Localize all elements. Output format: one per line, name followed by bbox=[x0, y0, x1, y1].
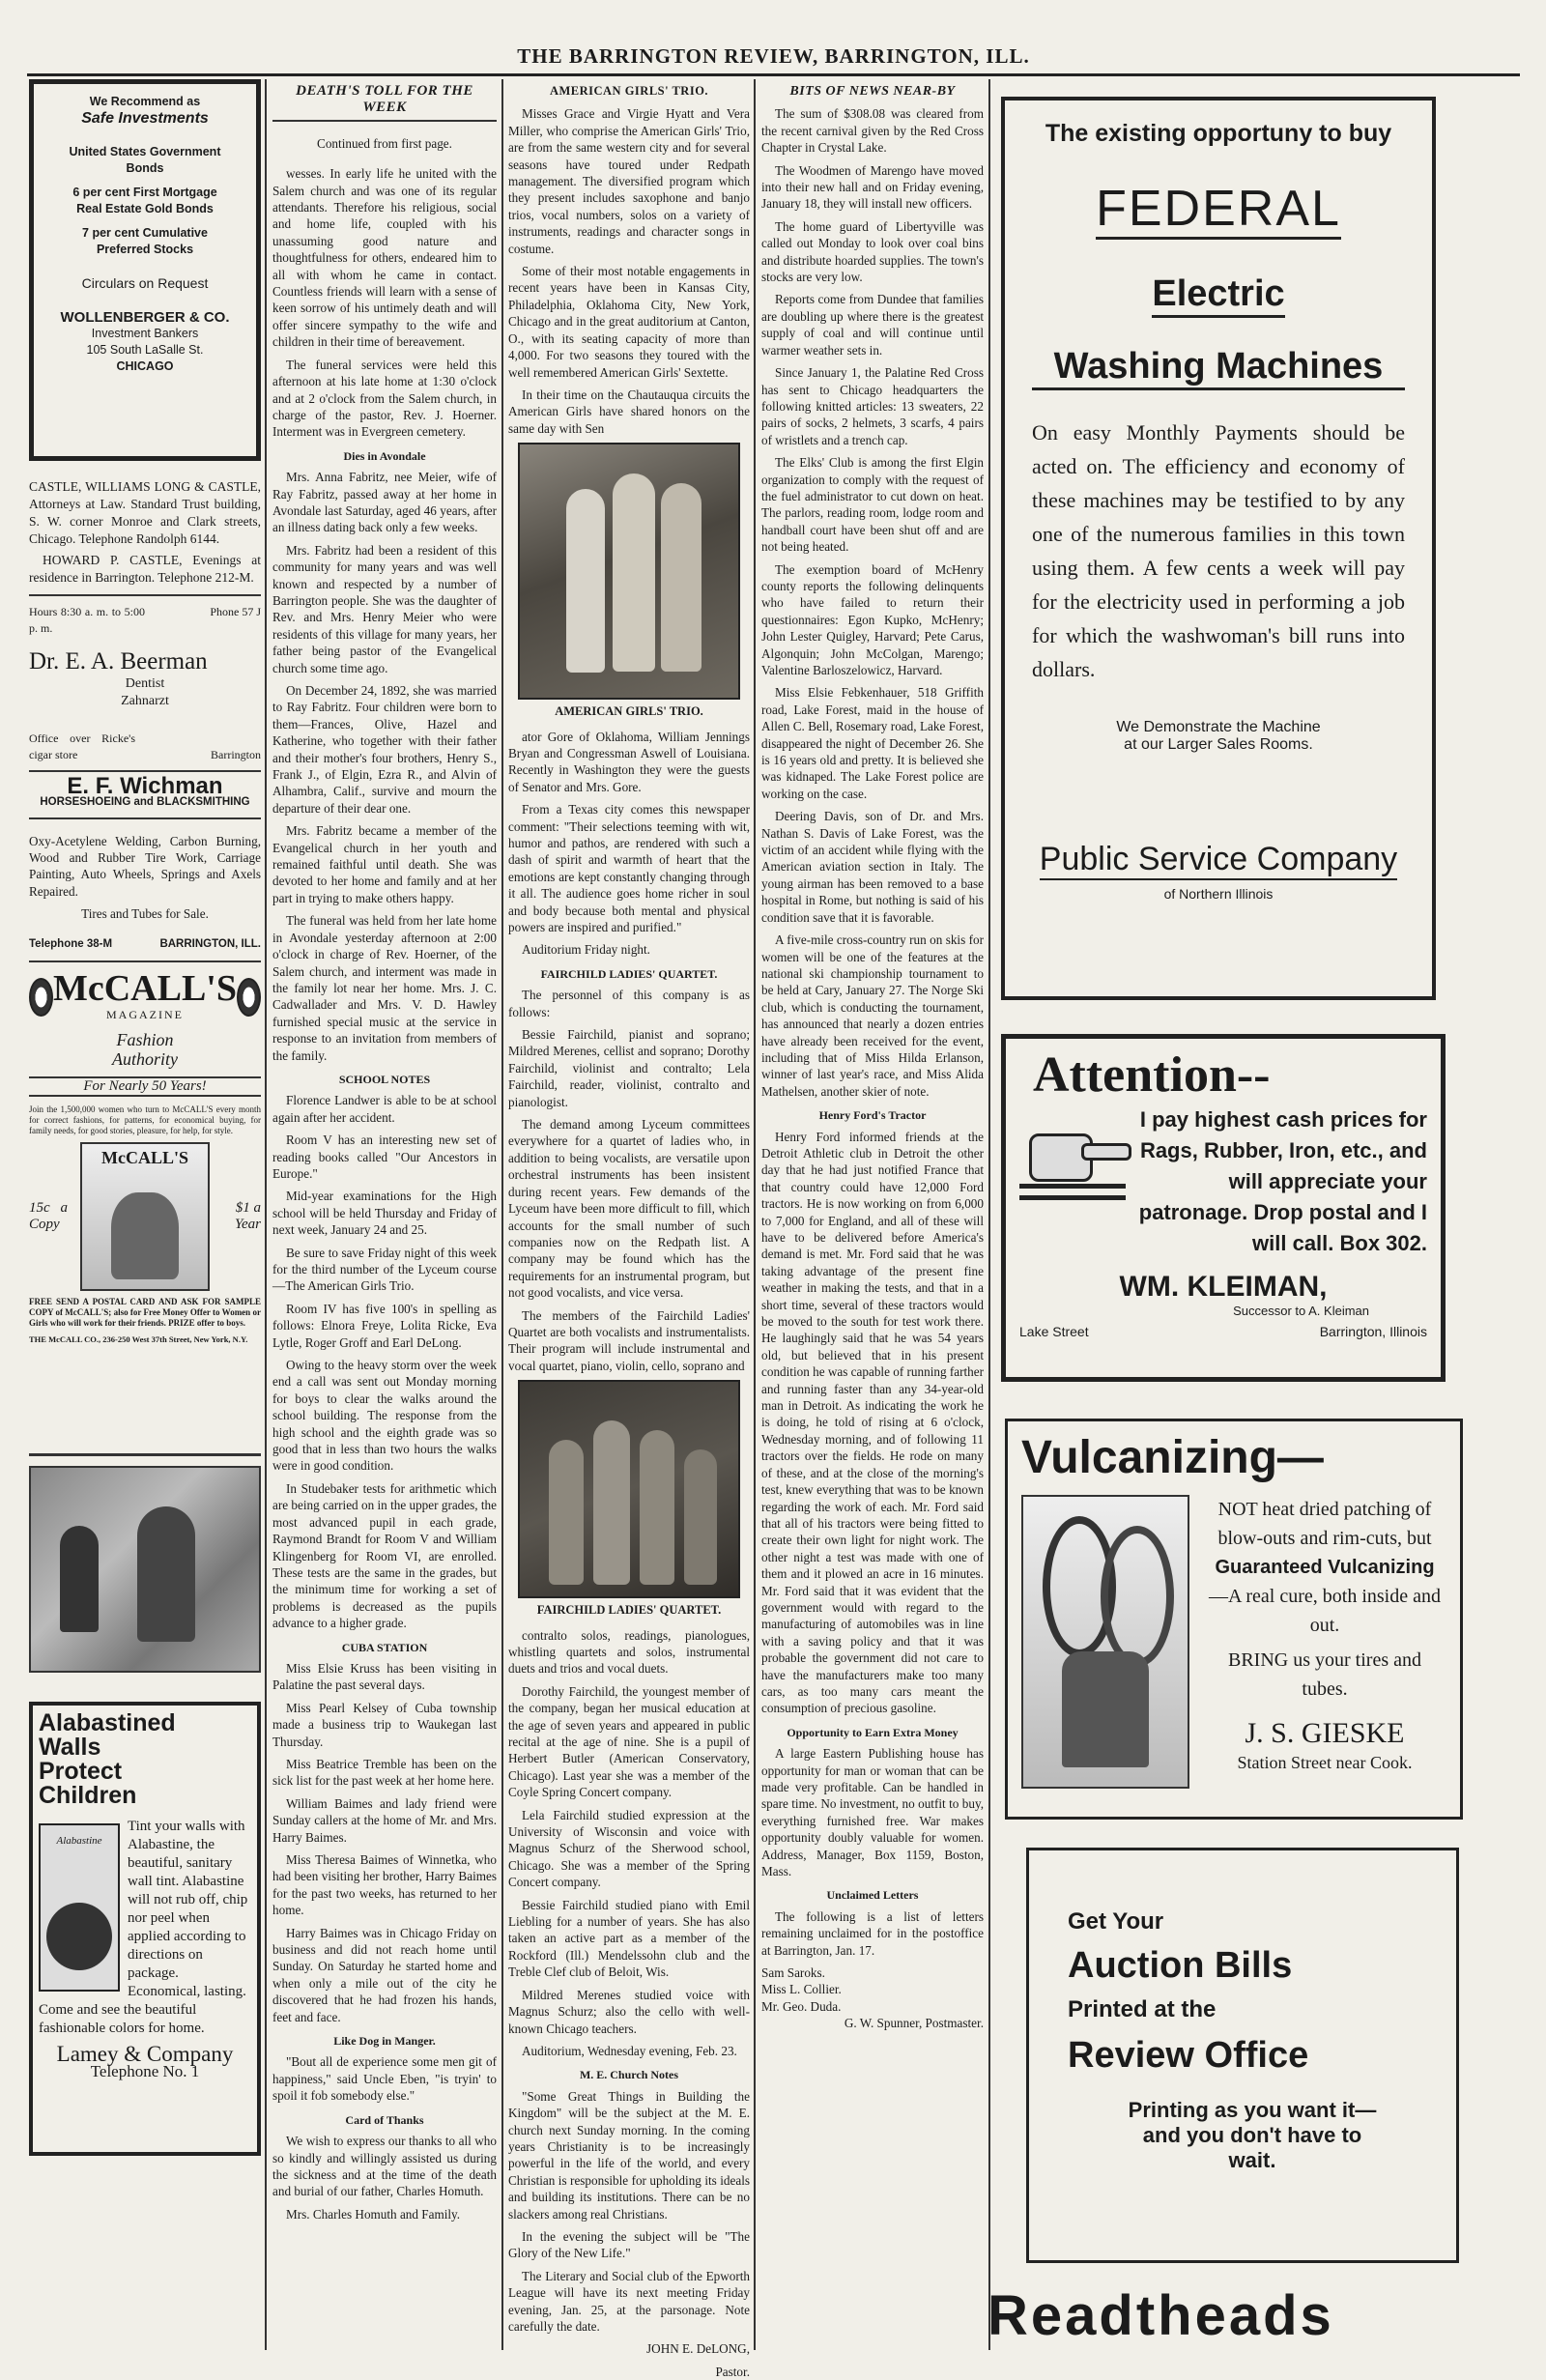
federal-demo: at our Larger Sales Rooms. bbox=[1124, 736, 1313, 753]
wichman-name: E. F. Wichman bbox=[67, 772, 223, 799]
castle-extra: HOWARD P. CASTLE, Evenings at residence in Barrington. Telephone 212-M. bbox=[29, 553, 261, 585]
section-heading: BITS OF NEWS NEAR-BY bbox=[789, 84, 956, 99]
ad-line: We Recommend as bbox=[89, 95, 201, 108]
kleiman-successor: Successor to A. Kleiman bbox=[1233, 1304, 1369, 1318]
public-service-company: Public Service Company bbox=[1040, 841, 1397, 880]
child-figure bbox=[137, 1506, 195, 1642]
photo-caption: FAIRCHILD LADIES' QUARTET. bbox=[536, 1603, 722, 1618]
child-figure bbox=[60, 1526, 99, 1632]
article-paragraph: Auditorium, Wednesday evening, Feb. 23. bbox=[522, 2043, 737, 2058]
cover-title: McCALL'S bbox=[101, 1147, 188, 1167]
mccalls-price-copy: 15c a Copy bbox=[29, 1199, 68, 1232]
federal-body: On easy Monthly Payments should be acted on. The efficiency and economy of these machines may be testified to by any one of the numerous families in this town using them. A few cents a week will pay for the electricity used in performing a job for which the washwoman's bill runs into dollars. bbox=[1032, 420, 1405, 681]
attention-ad bbox=[1001, 1034, 1446, 1382]
subheading: M. E. Church Notes bbox=[579, 2068, 679, 2082]
kleiman-town: Barrington, Illinois bbox=[1319, 1324, 1427, 1339]
cover-figure bbox=[111, 1192, 179, 1279]
article-paragraph: The exemption board of McHenry county reports the following delinquents who have failed to return their questionnaires: Egon Kupko, McHenry; John Lester Quigley, Harvard; Pete Carus, Algonquin; John McColgan, Marengo; Valentine Barloszelowicz, Harvard. bbox=[761, 561, 984, 677]
signature: Pastor. bbox=[715, 2364, 750, 2379]
auction-line: wait. bbox=[1228, 2148, 1276, 2172]
ad-line: Bonds bbox=[126, 161, 164, 175]
wichman-card bbox=[29, 772, 261, 962]
investment-ad bbox=[29, 79, 261, 461]
ad-line: CHICAGO bbox=[116, 359, 174, 373]
article-paragraph: Bessie Fairchild studied piano with Emil Liebling for a number of years. She has also taken an active part as a member of the Rockford (Ill.) Mendelssohn club and the Treble Clef club of Beloit, Wis. bbox=[508, 1897, 750, 1980]
subheading: FAIRCHILD LADIES' QUARTET. bbox=[540, 966, 718, 981]
castle-card bbox=[29, 478, 261, 596]
auction-line: Printed at the bbox=[1068, 1996, 1217, 2022]
trio-photo bbox=[518, 443, 740, 700]
subheading: Henry Ford's Tractor bbox=[818, 1108, 927, 1123]
kleiman-street: Lake Street bbox=[1019, 1324, 1089, 1339]
lamey-phone: Telephone No. 1 bbox=[90, 2061, 200, 2080]
federal-brand: FEDERAL bbox=[1096, 181, 1341, 240]
mccalls-tag: For Nearly 50 Years! bbox=[29, 1076, 261, 1097]
town: Barrington bbox=[211, 748, 261, 762]
ad-line: United States Government bbox=[69, 145, 221, 158]
article-paragraph: The demand among Lyceum committees everywhere for a quartet of ladies who, in addition to being vocalists, are versatile upon orchestral instruments has been insistent during recent years. Few demands of the Lyceum have been more difficult to fill, which accounts for the small number of such companies now on the Redpath list. A company may be found which has the requirements for an instrumental program, but not good vocalists, and vice versa. bbox=[508, 1117, 750, 1301]
subheading: Like Dog in Manger. bbox=[333, 2034, 436, 2049]
mccalls-price-year: $1 a Year bbox=[235, 1199, 261, 1232]
office-hours: Hours 8:30 a. m. to 5:00 p. m. bbox=[29, 605, 145, 636]
auction-line: Auction Bills bbox=[1068, 1945, 1293, 1986]
pointing-hand-icon bbox=[1019, 1114, 1135, 1211]
article-paragraph: The funeral was held from her late home in Avondale yesterday afternoon at 2:00 o'clock in charge of Rev. Hoerner, of the Salem church, and interment was made in the family lot near her home. Mrs. J. C. Cadwallader and Mrs. V. D. Hawley furnished special music at the service in response to an invitation from members of the family. bbox=[272, 913, 497, 1063]
office-location: Office over Ricke's cigar store bbox=[29, 731, 135, 762]
performer-figure bbox=[640, 1430, 674, 1585]
article-paragraph: "Bout all de experience some men git of happiness," said Uncle Eben, "is tryin' to spoil it fob somebody else." bbox=[272, 2054, 497, 2104]
wichman-body: Oxy-Acetylene Welding, Carbon Burning, Wood and Rubber Tire Work, Carriage Painting, Auto Wheels, Springs and Axels Repaired. bbox=[29, 833, 261, 899]
company-region: of Northern Illinois bbox=[1163, 886, 1274, 902]
quartet-photo bbox=[518, 1380, 740, 1598]
tube-icon bbox=[1101, 1526, 1174, 1667]
article-paragraph: Room IV has five 100's in spelling as follows: Elnora Freye, Lolita Ricke, Eva Lytle, Roger Groff and Earl DeLong. bbox=[272, 1301, 497, 1350]
subheading: Unclaimed Letters bbox=[826, 1888, 919, 1903]
article-paragraph: Miss Theresa Baimes of Winnetka, who had been visiting her brother, Harry Baimes for the past two weeks, has returned to her home. bbox=[272, 1852, 497, 1918]
alabastine-body: Tint your walls with Alabastine, the beautiful, sanitary wall tint. Alabastine will not rub off, chip nor peel when applied according to directions on package. Economical, lasting. Come and see the beautiful fashionable colors for home. bbox=[39, 1819, 248, 2037]
performer-figure bbox=[661, 483, 701, 672]
vulcanizer-icon bbox=[1062, 1651, 1149, 1767]
ad-line: 105 South LaSalle St. bbox=[86, 343, 204, 357]
article-paragraph: William Baimes and lady friend were Sunday callers at the home of Mr. and Mrs. Harry Baimes. bbox=[272, 1795, 497, 1845]
article-paragraph: In the evening the subject will be "The Glory of the New Life." bbox=[508, 2228, 750, 2261]
column-rule bbox=[988, 79, 990, 2350]
subheading: Card of Thanks bbox=[345, 2112, 424, 2127]
performer-figure bbox=[566, 489, 605, 673]
mccalls-seal-icon bbox=[237, 978, 261, 1017]
dentist-title: Dentist bbox=[125, 676, 165, 692]
phone: Phone 57 J bbox=[210, 605, 261, 618]
column-rule bbox=[754, 79, 756, 2350]
wichman-tires: Tires and Tubes for Sale. bbox=[81, 906, 209, 922]
attention-title: Attention-- bbox=[1033, 1047, 1271, 1103]
column-rule bbox=[501, 79, 503, 2350]
letter-recipient: Mr. Geo. Duda. bbox=[761, 1998, 842, 2014]
ad-line: Preferred Stocks bbox=[96, 243, 194, 256]
article-paragraph: Bessie Fairchild, pianist and soprano; Mildred Merenes, cellist and soprano; Dorothy Fairchild, violinist and contralto; Lela Fairchild, reader, violinist, contralto and pianologist. bbox=[508, 1027, 750, 1109]
article-paragraph: The Literary and Social club of the Epworth League will have its next meeting Friday evening, Jan. 25, at the parsonage. Note carefully the date. bbox=[508, 2268, 750, 2334]
section-heading: DEATH'S TOLL FOR THE WEEK bbox=[272, 83, 497, 122]
signature: Mrs. Charles Homuth and Family. bbox=[286, 2206, 461, 2222]
article-paragraph: The Elks' Club is among the first Elgin organization to comply with the request of the fuel administrator to cut down on heat. The parlors, reading room, lodge room and handball court have been shut off and are not being heated. bbox=[761, 455, 984, 555]
subheading: Opportunity to Earn Extra Money bbox=[787, 1725, 959, 1739]
auction-line: Get Your bbox=[1068, 1908, 1164, 1935]
federal-washing-machines: Washing Machines bbox=[1032, 345, 1405, 390]
wichman-phone: Telephone 38-M bbox=[29, 937, 113, 950]
article-paragraph: Some of their most notable engagements in recent years have been in Kansas City, Philadelphia, Oklahoma City, New York, Chicago and in the great auditorium at Canton, O., with its seating capacity of more than 4,000. For two seasons they toured with the well remembered American Girls' Sextette. bbox=[508, 264, 750, 380]
mccalls-seal-icon bbox=[29, 978, 53, 1017]
auction-line: Printing as you want it— bbox=[1128, 2098, 1377, 2122]
article-paragraph: Lela Fairchild studied expression at the University of Wisconsin and voice with Magnus Schurz of the Sherwood school, Chicago. She was a member of the Spring Concert company. bbox=[508, 1807, 750, 1890]
gieske-name: J. S. GIESKE bbox=[1245, 1717, 1405, 1749]
vulcanizing-body: NOT heat dried patching of blow-outs and rim-cuts, but bbox=[1217, 1499, 1432, 1549]
alabastine-head: Walls bbox=[39, 1734, 101, 1762]
continued-note: Continued from first page. bbox=[317, 135, 452, 151]
auction-line: and you don't have to bbox=[1142, 2123, 1362, 2147]
alabastine-ad bbox=[29, 1702, 261, 2156]
article-paragraph: Mildred Merenes studied voice with Magnus Schurz; also the cello with well-known Chicago teachers. bbox=[508, 1987, 750, 2036]
vulcanizing-guarantee: Guaranteed Vulcanizing bbox=[1215, 1557, 1435, 1578]
article-paragraph: A large Eastern Publishing house has opportunity for man or woman that can be made very profitable. Can be handled in spare time. No investment, no outfit to buy, everything furnished free. War makes opportunity doubly valuable for women. Address, Manager, Box 1159, Boston, Mass. bbox=[761, 1746, 984, 1879]
tire-tube-illustration bbox=[1021, 1495, 1189, 1789]
article-paragraph: Mid-year examinations for the High school will be held Thursday and Friday of next week, January 24 and 25. bbox=[272, 1189, 497, 1238]
auction-bills-ad bbox=[1026, 1848, 1459, 2263]
article-paragraph: The sum of $308.08 was cleared from the recent carnival given by the Red Cross Chapter in Crystal Lake. bbox=[761, 106, 984, 156]
auction-line: Review Office bbox=[1068, 2035, 1309, 2076]
column-2 bbox=[272, 79, 497, 2350]
subheading: CUBA STATION bbox=[341, 1640, 428, 1654]
article-paragraph: Mrs. Anna Fabritz, nee Meier, wife of Ray Fabritz, passed away at her home in Avondale last Saturday, aged 46 years, after an illness dating back only a few weeks. bbox=[272, 470, 497, 535]
mccalls-body: Join the 1,500,000 women who turn to McCALL'S every month for correct fashions, for patterns, for economical buying, for family needs, for good stories, pleasure, for help, for style. bbox=[29, 1104, 261, 1135]
lamey-company: Lamey & Company bbox=[56, 2042, 234, 2067]
mccalls-sub: MAGAZINE bbox=[106, 1008, 184, 1022]
package-label: Alabastine bbox=[56, 1835, 102, 1848]
article-paragraph: "Some Great Things in Building the Kingdom" will be the subject at the M. E. church next Sunday morning. In the coming years Christianity is to be increasingly powerful in the life of the world, and every Christian is responsible for upholding its ideals and building its institutions. There can be no slackers among real Christians. bbox=[508, 2088, 750, 2222]
article-paragraph: contralto solos, readings, pianologues, whistling quartets and solos, instrumental duets and trios and vocal duets. bbox=[508, 1627, 750, 1677]
article-paragraph: Miss Elsie Febkenhauer, 518 Griffith road, Lake Forest, maid in the house of Allen C. Bell, Rosemary road, Lake Forest, disappeared the night of December 26. She is 16 years old and pretty. It is believed she was kidnaped. The Lake Forest police are working on the case. bbox=[761, 685, 984, 801]
section-heading: AMERICAN GIRLS' TRIO. bbox=[549, 84, 709, 98]
alabastine-head: Alabastined bbox=[39, 1709, 176, 1737]
beerman-card bbox=[29, 604, 261, 772]
dentist-name: Dr. E. A. Beerman bbox=[29, 647, 208, 674]
article-paragraph: A five-mile cross-country run on skis for women will be one of the features at the national ski championship tournament to be held at Cary, January 27. The Norge Ski club, which is conducting the tournament, has announced that nearly a dozen entries have already been received for the event, including that of Miss Hilda Erlanson, winner of last year's race, and Miss Alida Mathelsen, another skier of note. bbox=[761, 932, 984, 1099]
performer-figure bbox=[684, 1449, 717, 1585]
ad-line: Circulars on Request bbox=[81, 275, 209, 291]
federal-demo: We Demonstrate the Machine bbox=[1116, 719, 1321, 735]
mccalls-tag: Authority bbox=[112, 1048, 178, 1069]
article-paragraph: Be sure to save Friday night of this week for the third number of the Lyceum course—The American Girls Trio. bbox=[272, 1245, 497, 1294]
article-paragraph: Miss Pearl Kelsey of Cuba township made a business trip to Waukegan last Thursday. bbox=[272, 1700, 497, 1749]
article-paragraph: wesses. In early life he united with the Salem church and was one of its regular attendants. Therefore his religious, social and home life, coupled with his unassuming good nature and thoughtfulness for others, endeared him to all with whom he came in contact. Countless friends will learn with a sense of keen sorrow of his untimely death and will offer sincere sympathy to the wife and children in their time of bereavement. bbox=[272, 166, 497, 350]
vulcanizing-ad bbox=[1005, 1419, 1463, 1820]
article-paragraph: The funeral services were held this afternoon at his late home at 1:30 o'clock and at 2 o'clock from the Salem church, in charge of the pastor, Rev. J. Hoerner. Interment was in Evergreen cemetery. bbox=[272, 357, 497, 440]
ad-line: 6 per cent First Mortgage bbox=[72, 186, 217, 199]
article-paragraph: Auditorium Friday night. bbox=[522, 942, 650, 958]
children-illustration bbox=[29, 1466, 261, 1673]
article-paragraph: The Woodmen of Marengo have moved into their new hall and on Friday evening, January 18, they will install new officers. bbox=[761, 162, 984, 212]
column-3 bbox=[508, 79, 750, 2379]
article-paragraph: In Studebaker tests for arithmetic which are being carried on in the upper grades, the most advanced pupil in each grade, Raymond Brandt for Room V and William Klingenberg for Room VI, are enrolled. These tests are the same in the grades, but the minimum time for working a set of problems is decreased as the pupils advance to a higher grade. bbox=[272, 1480, 497, 1631]
column-4 bbox=[761, 79, 984, 2350]
vulcanizing-title: Vulcanizing— bbox=[1021, 1432, 1324, 1483]
ad-line: Safe Investments bbox=[81, 110, 209, 127]
article-paragraph: In their time on the Chautauqua circuits the American Girls have shared honors on the same day with Sen bbox=[508, 387, 750, 436]
article-paragraph: Florence Landwer is able to be at school again after her accident. bbox=[272, 1093, 497, 1125]
ad-line: Real Estate Gold Bonds bbox=[76, 202, 214, 215]
article-paragraph: Deering Davis, son of Dr. and Mrs. Nathan S. Davis of Lake Forest, was the victim of an accident while flying with the American aviation section in Italy. The young airman has been removed to a base hospital in Rome, but nothing is said of his condition save that it is favorable. bbox=[761, 809, 984, 925]
federal-washer-ad bbox=[1001, 97, 1436, 1000]
mccalls-ad bbox=[29, 970, 261, 1456]
letter-recipient: Miss L. Collier. bbox=[761, 1982, 842, 1997]
performer-figure bbox=[549, 1440, 584, 1585]
mccalls-offer: FREE SEND A POSTAL CARD AND ASK FOR SAMPLE COPY of McCALL'S; also for Free Money Offer to Women or Girls who will work for their friends. PRIZE offer to boys. bbox=[29, 1296, 261, 1328]
article-paragraph: Harry Baimes was in Chicago Friday on business and did not reach home until Sunday. On Saturday he started home and when only a mile out of the city he discovered that he had frozen his hands, feet and face. bbox=[272, 1925, 497, 2024]
package-logo-icon bbox=[46, 1903, 112, 1970]
castle-body: CASTLE, WILLIAMS LONG & CASTLE, Attorneys at Law. Standard Trust building, S. W. corner Monroe and Clark streets, Chicago. Telephone Randolph 6144. bbox=[29, 479, 261, 546]
vulcanizing-body: —A real cure, both inside and out. bbox=[1209, 1586, 1441, 1636]
article-paragraph: Miss Beatrice Tremble has been on the sick list for the past week at her home here. bbox=[272, 1756, 497, 1789]
subheading: SCHOOL NOTES bbox=[338, 1072, 431, 1086]
column-rule bbox=[265, 79, 267, 2350]
attention-body: I pay highest cash prices for Rags, Rubber, Iron, etc., and will appreciate your patronage. Drop postal and I will call. Box 302. bbox=[1138, 1107, 1427, 1255]
article-paragraph: Henry Ford informed friends at the Detroit Athletic club in Detroit the other day that he had just notified France that that country could have 12,000 Ford tractors. He is now working on from 6,000 to 7,000 for England, and all of these will have to be delivered before America's demand is met. Mr. Ford said that he was taking advantage of the present fine weather in making the tests, and that in a short time, several of these tractors would be moved to the south for test work there. He laughingly said that he was 54 years old, but believed that in his present condition he was capable of running farther and running faster than any 34-year-old man in Detroit. As indicating the work he is doing, he told of rising at 6 o'clock, Wednesday morning, and of following 11 tractors over the fields. He rode on many of these, and at the close of the morning's test, knew everything that was to be known regarding the work of each. Mr. Ford said that all of his tractors were being fitted to create their own light for night work. The other night a test was made with one of them and it plowed an acre in 16 minutes. Mr. Ford said that it was evident that the government would with regard to the manufacturing of automobiles was in line with a saving policy and that it was probable the government did not care to have the manufacturers make too many cars, as too many cars meant the consumption of precious gasoline. bbox=[761, 1129, 984, 1716]
readtheads-footer: Readtheads bbox=[988, 2284, 1334, 2347]
article-paragraph: Room V has an interesting new set of reading books called "Our Ancestors in Europe." bbox=[272, 1133, 497, 1181]
ad-line: Investment Bankers bbox=[91, 327, 199, 340]
masthead: THE BARRINGTON REVIEW, BARRINGTON, ILL. bbox=[27, 44, 1520, 76]
wichman-trade: HORSESHOEING and BLACKSMITHING bbox=[29, 794, 261, 818]
signature: JOHN E. DeLONG, bbox=[646, 2341, 750, 2357]
article-paragraph: Misses Grace and Virgie Hyatt and Vera Miller, who comprise the American Girls' Trio, are from the same western city and for several seasons have toured under Redpath management. The diversified program which they present includes saxophone and banjo trios, vocal numbers, solos on a variety of instruments, readings and character songs in costume. bbox=[508, 106, 750, 256]
ad-line: 7 per cent Cumulative bbox=[82, 226, 208, 240]
article-paragraph: Since January 1, the Palatine Red Cross has sent to Chicago headquarters the following knitted articles: 13 sweaters, 22 pairs of socks, 2 helmets, 3 scarfs, 4 pairs of wristlets and a trench cap. bbox=[761, 365, 984, 447]
article-paragraph: Mrs. Fabritz had been a resident of this community for many years and was well known and respected by a number of Barrington people. She was the daughter of Rev. and Mrs. Henry Meier who were residents of this village for many years, her father being pastor of the Evangelical church some time ago. bbox=[272, 542, 497, 675]
vulcanizing-bring: BRING us your tires and tubes. bbox=[1228, 1649, 1421, 1700]
mccalls-tag: Fashion bbox=[116, 1029, 174, 1049]
article-paragraph: Mrs. Fabritz became a member of the Evangelical church in her youth and remained faithful until death. She was devoted to her home and family and at her part in trying to make others happy. bbox=[272, 823, 497, 905]
article-paragraph: We wish to express our thanks to all who so kindly and willingly assisted us during the sickness and at the time of the death and burial of our father, Charles Homuth. bbox=[272, 2134, 497, 2199]
article-paragraph: Owing to the heavy storm over the week end a call was sent out Monday morning for boys to clear the walks around the school building. The response from the high school and the eighth grade was so good that in less than two hours the walks were in good condition. bbox=[272, 1358, 497, 1474]
column-1 bbox=[29, 79, 261, 2350]
article-paragraph: The following is a list of letters remaining unclaimed for in the postoffice at Barrington, Jan. 17. bbox=[761, 1908, 984, 1958]
federal-intro: The existing opportuny to buy bbox=[1045, 120, 1392, 147]
article-paragraph: The personnel of this company is as follows: bbox=[508, 988, 750, 1019]
performer-figure bbox=[613, 473, 655, 672]
article-paragraph: The members of the Fairchild Ladies' Quartet are both vocalists and instrumentalists. Their program will include instrumental and vocal quartet, piano, violin, cello, soprano and bbox=[508, 1307, 750, 1373]
alabastine-package-image bbox=[39, 1823, 120, 1992]
alabastine-head: Protect bbox=[39, 1758, 123, 1786]
article-paragraph: On December 24, 1892, she was married to Ray Fabritz. Four children were born to them—Frances, Olive, Hazel and Katherine, who together with their father and their mother's four brothers, Henry S., Frank J., of Elgin, Ezra R., and Alvin of Alhambra, Calif., survive and mourn the departure of their dear one. bbox=[272, 683, 497, 816]
alabastine-head: Children bbox=[39, 1782, 137, 1810]
performer-figure bbox=[593, 1420, 630, 1585]
signature: G. W. Spunner, Postmaster. bbox=[844, 2016, 984, 2031]
article-paragraph: ator Gore of Oklahoma, William Jennings Bryan and Congressman Aswell of Louisiana. Recently in Washington they were the guests of Senator and Mrs. Gore. bbox=[508, 729, 750, 794]
article-paragraph: The home guard of Libertyville was called out Monday to look over coal bins and distribute hoarded supplies. The town's stocks are very low. bbox=[761, 218, 984, 285]
article-paragraph: Dorothy Fairchild, the youngest member of the company, began her musical education at the age of seven years and appeared in public recital at the age of nine. She is a pupil of Herbert Butler (American Conservatory, Chicago). Last year she was a member of the Coyle Spring Concert company. bbox=[508, 1683, 750, 1800]
mccalls-title: McCALL'S bbox=[53, 968, 237, 1010]
article-paragraph: Miss Elsie Kruss has been visiting in Palatine the past several days. bbox=[272, 1660, 497, 1693]
magazine-cover-image bbox=[80, 1142, 210, 1291]
dentist-title-german: Zahnarzt bbox=[121, 693, 169, 708]
article-paragraph: Reports come from Dundee that families are doubling up where there is the greatest supply of coal and will continue until warmer weather sets in. bbox=[761, 292, 984, 358]
wichman-town: BARRINGTON, ILL. bbox=[159, 937, 261, 950]
photo-caption: AMERICAN GIRLS' TRIO. bbox=[555, 704, 703, 719]
kleiman-name: WM. KLEIMAN, bbox=[1119, 1271, 1328, 1303]
ad-line: WOLLENBERGER & CO. bbox=[60, 309, 230, 326]
federal-electric: Electric bbox=[1152, 272, 1284, 318]
subheading: Dies in Avondale bbox=[343, 448, 426, 463]
mccalls-address: THE McCALL CO., 236-250 West 37th Street, New York, N.Y. bbox=[29, 1333, 248, 1344]
letter-recipient: Sam Saroks. bbox=[761, 1965, 825, 1981]
gieske-address: Station Street near Cook. bbox=[1237, 1753, 1413, 1772]
article-paragraph: From a Texas city comes this newspaper comment: "Their selections teeming with wit, humor and pathos, are rendered with such a dash of spirit and warmth of heart that the emotions are kept constantly changing through it all. The audience goes home richer in soul and body because both mental and physical powers are inspired and purified." bbox=[508, 802, 750, 934]
